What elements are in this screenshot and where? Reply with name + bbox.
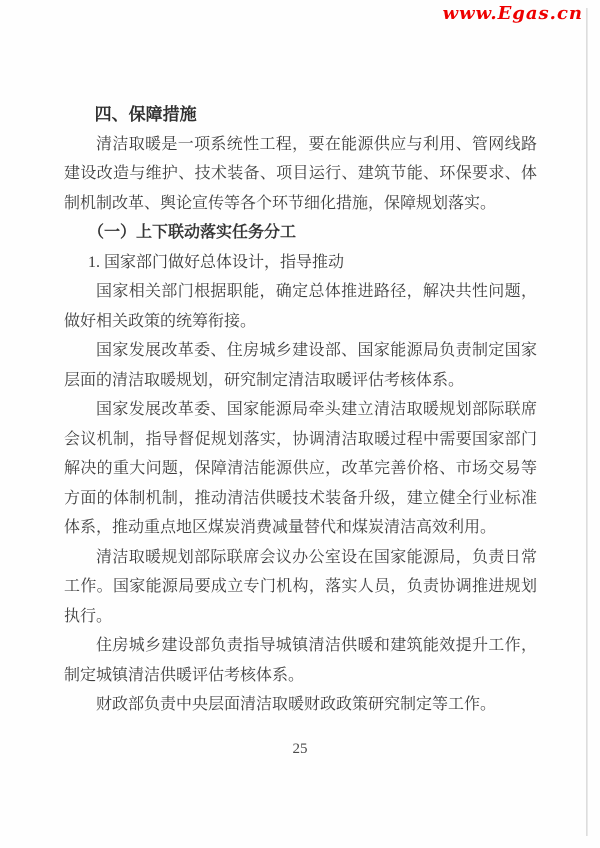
paragraph: 国家相关部门根据职能，确定总体推进路径，解决共性问题，做好相关政策的统筹衔接。	[64, 283, 537, 330]
paragraph: 财政部负责中央层面清洁取暖财政政策研究制定等工作。	[96, 696, 497, 713]
paragraph: 清洁取暖是一项系统性工程，要在能源供应与利用、管网线路建设改造与维护、技术装备、项目运行、建筑节能、环保要求、体制机制改革、舆论宣传等各个环节细化措施，保障规划落实。	[64, 135, 537, 212]
paragraph: 住房城乡建设部负责指导城镇清洁供暖和建筑能效提升工作，制定城镇清洁供暖评估考核体系。	[64, 637, 537, 684]
paragraph: 国家发展改革委、住房城乡建设部、国家能源局负责制定国家层面的清洁取暖规划，研究制定清洁取暖评估考核体系。	[64, 342, 537, 389]
page-number: 25	[292, 741, 308, 757]
scan-artifact-line	[586, 8, 588, 836]
section-heading: 四、保障措施	[94, 105, 197, 124]
paragraph: 国家发展改革委、国家能源局牵头建立清洁取暖规划部际联席会议机制，指导督促规划落实，协调清洁取暖过程中需要国家部门解决的重大问题，保障清洁能源供应，改革完善价格、市场交易等方面的体制机制，推动清洁供暖技术装备升级，建立健全行业标准体系，推动重点地区煤炭消费减量替代和煤炭清洁高效利用。	[64, 401, 537, 536]
subsection-heading: （一）上下联动落实任务分工	[88, 224, 297, 241]
paragraph: 清洁取暖规划部际联席会议办公室设在国家能源局，负责日常工作。国家能源局要成立专门机构，落实人员，负责协调推进规划执行。	[64, 548, 537, 625]
watermark: www.Egas.cn	[442, 3, 583, 24]
numbered-item-heading: 1. 国家部门做好总体设计，指导推动	[88, 253, 345, 271]
document-body	[64, 100, 537, 720]
